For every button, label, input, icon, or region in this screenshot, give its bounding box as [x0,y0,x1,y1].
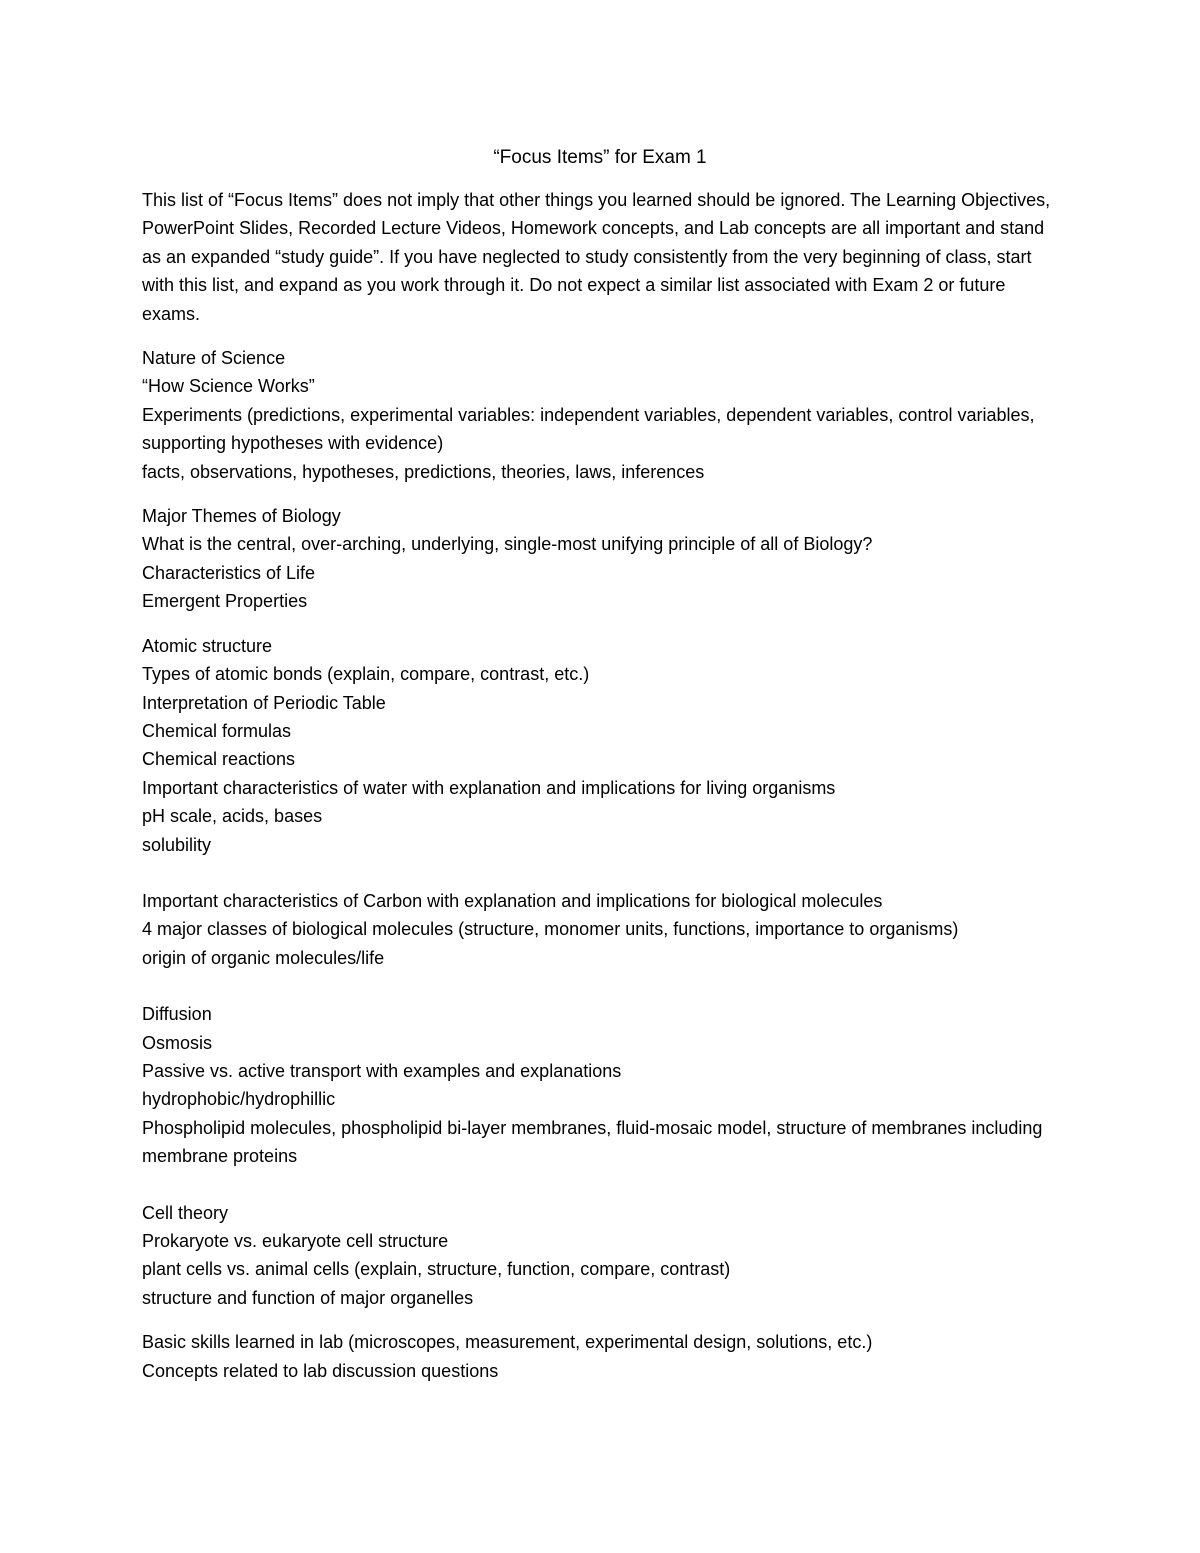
list-item: Phospholipid molecules, phospholipid bi-layer membranes, fluid-mosaic model, structure of membranes including membrane proteins [142,1117,1043,1167]
list-item: Characteristics of Life [142,562,316,583]
list-item: structure and function of major organelles [142,1287,474,1308]
list-item: Concepts related to lab discussion questions [142,1360,499,1381]
list-item: Nature of Science [142,348,286,369]
section-nature-of-science [142,344,1062,486]
list-item: origin of organic molecules/life [142,947,385,968]
list-item: Important characteristics of Carbon with explanation and implications for biological molecules [142,890,883,911]
section-biological-molecules [142,887,1062,972]
list-item: Types of atomic bonds (explain, compare, contrast, etc.) [142,664,590,685]
list-item: “How Science Works” [142,376,315,397]
list-item: solubility [142,834,212,855]
list-item: plant cells vs. animal cells (explain, structure, function, compare, contrast) [142,1259,731,1280]
list-item: hydrophobic/hydrophillic [142,1089,336,1110]
list-item: Basic skills learned in lab (microscopes, measurement, experimental design, solutions, etc.) [142,1332,873,1353]
list-item: facts, observations, hypotheses, predictions, theories, laws, inferences [142,461,705,482]
list-item: Emergent Properties [142,591,308,612]
section-chemistry [142,632,1062,859]
list-item: Chemical reactions [142,749,296,770]
list-item: Interpretation of Periodic Table [142,692,386,713]
intro-paragraph: This list of “Focus Items” does not imply that other things you learned should be ignored. The Learning Objectives, PowerPoint Slides, Recorded Lecture Videos, Homework concepts, and Lab concepts are all important and stand as an expanded “study guide”. If you have neglected to study consistently from the very beginning of class, start with this list, and expand as you work through it. Do not expect a similar list associated with Exam 2 or future exams. [142,190,1051,324]
list-item: Major Themes of Biology [142,506,341,527]
list-item: Diffusion [142,1004,212,1025]
document-title: “Focus Items” for Exam 1 [493,147,707,168]
list-item: 4 major classes of biological molecules (structure, monomer units, functions, importance to organisms) [142,919,959,940]
document-body [142,186,1062,1385]
section-cells [142,1199,1062,1313]
list-item: pH scale, acids, bases [142,806,323,827]
list-item: Chemical formulas [142,720,292,741]
section-major-themes [142,502,1062,616]
list-item: What is the central, over-arching, underlying, single-most unifying principle of all of Biology? [142,534,873,555]
list-item: Important characteristics of water with explanation and implications for living organisms [142,777,836,798]
list-item: Prokaryote vs. eukaryote cell structure [142,1231,449,1251]
section-lab [142,1328,1062,1385]
list-item: Experiments (predictions, experimental variables: independent variables, dependent variables, control variables, supporting hypotheses with evidence) [142,404,1035,454]
list-item: Osmosis [142,1032,213,1053]
list-item: Atomic structure [142,635,273,656]
section-membranes [142,1000,1062,1170]
list-item: Cell theory [142,1202,229,1223]
list-item: Passive vs. active transport with examples and explanations [142,1060,622,1081]
